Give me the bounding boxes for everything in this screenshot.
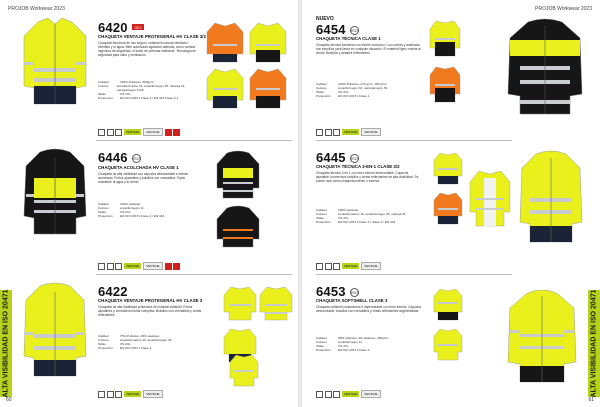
cert-icon: [173, 263, 180, 270]
product-description: Chaqueta técnica 3 en 1 con forro interior desmontable. Capucha ajustable, numerosos bolsillos y cintas reflectantes de alta visibilidad. Se puede usar como chaqueta interior o exterior.: [316, 171, 419, 183]
spec-row: Colores Amarillo/marino 16, amarillo/negro 35, naranja 31, naranja/negro 1799: [98, 84, 186, 92]
feature-chip: VENTAJE: [126, 264, 140, 268]
wash-icon: [316, 391, 323, 398]
spec-row: Tallas XS-4XL: [316, 216, 349, 220]
iron-icon: [107, 391, 114, 398]
side-tab-left: [0, 290, 12, 397]
product-title: CHAQUETA SOFTSHELL CLASE 3: [316, 298, 388, 303]
spec-row: Calidad 100% Poliéster, 300g/m²: [98, 80, 154, 84]
feature-bar: [98, 390, 163, 398]
spec-row: Tallas XS-4XL: [98, 210, 131, 214]
cert-icons: [165, 263, 181, 270]
jacket-6420-variant-black: [248, 20, 288, 64]
jacket-6453-variant-1: [432, 286, 464, 322]
product-description: Chaqueta de alta visibilidad protectora de material softshell. Puños ajustables y cremallera frontal completa. Bolsillos con cremallera y cintas reflectantes.: [98, 305, 202, 317]
product-specs: [316, 82, 416, 98]
spec-row: Protección EN ISO 20471 Clase 3: [98, 346, 152, 350]
jacket-6454-variant-yellow: [428, 18, 462, 58]
wash-icon: [98, 391, 105, 398]
dry-icon: [333, 391, 340, 398]
spec-row: Colores Amarillo/negro 34, naranja/negro 54: [316, 86, 388, 90]
divider: [96, 140, 292, 141]
jacket-6454-variant-orange: [428, 64, 462, 104]
spec-row: Tallas XS-4XL: [98, 92, 131, 96]
care-icons: [316, 391, 340, 398]
right-page: [302, 0, 600, 407]
spec-row: Calidad 100% Poliéster, 270 g/m², 100 g/m²: [316, 82, 387, 86]
spec-row: Colores Amarillo/marino 16, amarillo/negro 35: [98, 338, 172, 342]
side-tab-right: [588, 290, 600, 397]
feature-chip: VENTAJE: [361, 390, 380, 398]
left-page: [0, 0, 298, 407]
product-specs: [98, 202, 198, 218]
product-description: Chaqueta técnica funcional con diseño exclusivo. Los colores y acabados son sencillos para llevar en cualquier situación. El material ligero resiste al viento. Bolsillos y detalles reflectantes.: [316, 43, 421, 55]
spec-row: Calidad 75% Poliéster, 25% elastano: [98, 334, 160, 338]
spec-row: Tallas XS-4XL: [316, 90, 349, 94]
jacket-6446-detail: [215, 205, 261, 249]
feature-chip: VENTAJE: [344, 130, 358, 134]
product-description: Chaqueta softshell cortavientos e impermeable con forro interior. Capucha desmontable, bolsillos con cremallera y cintas reflectantes segmentadas.: [316, 305, 421, 313]
iso-badge: ISO: [351, 28, 358, 33]
feature-bar: [98, 128, 180, 136]
feature-bar: [98, 262, 180, 270]
wash-icon: [316, 129, 323, 136]
spec-row: Calidad 100% poliéster: [316, 208, 359, 212]
product-title: CHAQUETA ACOLCHADA HV CLASE 1: [98, 165, 179, 170]
wash-icon: [316, 263, 323, 270]
care-icons: [98, 391, 122, 398]
product-code: 6420: [98, 20, 128, 35]
spec-row: Protección EN ISO 20471 Clase 3 / Clase 2 / EN 343: [316, 220, 396, 224]
product-code: 6445: [316, 150, 346, 165]
iso-badge: ISO: [351, 290, 358, 295]
jacket-6422-variant-4: [228, 352, 260, 388]
iron-icon: [325, 263, 332, 270]
iron-icon: [325, 391, 332, 398]
feature-chip: VENTAJE: [126, 130, 140, 134]
spec-row: Tallas XS-4XL: [316, 344, 349, 348]
care-icons: [316, 129, 340, 136]
product-title: CHAQUETA TÉCNICA CLASE 1: [316, 36, 381, 41]
care-icons: [316, 263, 340, 270]
jacket-6445-variant-orange: [432, 190, 464, 226]
feature-chip: VENTAJE: [126, 392, 140, 396]
dry-icon: [333, 129, 340, 136]
iron-icon: [325, 129, 332, 136]
dry-icon: [115, 129, 122, 136]
page-header-left: PROJOB Workwear 2023: [8, 6, 65, 12]
new-label: NUEVO: [316, 16, 334, 22]
spec-row: Tallas XS-4XL: [98, 342, 131, 346]
feature-chip: VENTAJE: [143, 128, 162, 136]
feature-bar: [316, 390, 381, 398]
feature-chip: VENTAJE: [143, 390, 162, 398]
product-code: 6454: [316, 22, 346, 37]
cert-icons: [165, 129, 181, 136]
jacket-6422-variant-1: [222, 284, 258, 322]
product-code: 6446: [98, 150, 128, 165]
care-icons: [98, 129, 122, 136]
cert-icon: [165, 263, 172, 270]
divider: [316, 274, 512, 275]
jacket-6454-main-image: [502, 18, 588, 118]
spec-row: Protección EN ISO 20471 Clase 3: [316, 348, 370, 352]
wash-icon: [98, 129, 105, 136]
feature-bar: [316, 128, 381, 136]
product-code: 6453: [316, 284, 346, 299]
spec-row: Protección EN ISO 20471 Clase 3 / EN 343 Clase 2:1: [98, 96, 179, 100]
feature-chip: VENTAJE: [344, 264, 358, 268]
divider: [316, 140, 512, 141]
jacket-6445-variant-yellow: [432, 150, 464, 186]
product-code: 6422: [98, 284, 128, 299]
spec-row: Colores Amarillo/marino 16, amarillo/negro 35, naranja 31: [316, 212, 406, 216]
product-specs: [98, 80, 198, 100]
side-tab-right-label: ALTA VISIBILIDAD EN ISO 20471: [590, 289, 598, 398]
page-number-right: 61: [588, 397, 594, 403]
care-icons: [98, 263, 122, 270]
jacket-6446-back-view: [215, 150, 261, 200]
spec-row: Calidad 100% poliéster: [98, 202, 141, 206]
iso-badge: ISO: [132, 24, 144, 30]
divider: [96, 274, 292, 275]
jacket-6446-main-image: [18, 148, 92, 238]
jacket-6453-variant-2: [432, 326, 464, 362]
product-description: Chaqueta funcional de uso seguro, material funcional ventilador divertido y sí agua. Bien autorizado agradece además, como nuestra ingeniera de seguridad, el lector de prendas individual. Tecnología de seguridad para calor y ventilación.: [98, 41, 196, 57]
cert-icon: [165, 129, 172, 136]
page-header-right: PROJOB Workwear 2023: [535, 6, 592, 12]
jacket-6422-main-image: [18, 282, 92, 380]
iron-icon: [107, 129, 114, 136]
feature-chip: VENTAJE: [361, 262, 380, 270]
dry-icon: [115, 391, 122, 398]
product-title: CHAQUETA VENTAJE PROTEGERAL HV CLASE 3: [98, 298, 203, 303]
spec-row: Protección EN ISO 20471 Clase 1 / EN 343: [98, 214, 165, 218]
page-number-left: 60: [6, 397, 12, 403]
spec-row: Colores Amarillo/negro 11: [316, 340, 363, 344]
iso-badge: ISO: [351, 156, 358, 161]
dry-icon: [333, 263, 340, 270]
jacket-6420-variant-navy: [205, 66, 245, 110]
product-title: CHAQUETA TÉCNICA 3-EN-1 CLASE 3/2: [316, 164, 400, 169]
feature-chip: VENTAJE: [143, 262, 162, 270]
spec-row: Colores amarillo/negro 11: [98, 206, 144, 210]
feature-bar: [316, 262, 381, 270]
feature-chip: VENTAJE: [361, 128, 380, 136]
side-tab-left-label: ALTA VISIBILIDAD EN ISO 20471: [2, 289, 10, 398]
jacket-6453-main-image: [502, 290, 582, 386]
jacket-6420-variant-orange: [205, 20, 245, 64]
iso-badge: ISO: [133, 156, 140, 161]
jacket-6422-variant-2: [258, 284, 294, 322]
dry-icon: [115, 263, 122, 270]
spec-row: Calidad 96% poliéster, 4% elastano, 280g/m²: [316, 336, 389, 340]
jacket-6420-variant-orange-black: [248, 66, 288, 110]
iron-icon: [107, 263, 114, 270]
feature-chip: VENTAJE: [344, 392, 358, 396]
product-specs: [316, 208, 422, 224]
jacket-6445-open-view: [468, 168, 512, 228]
spec-row: Protección EN ISO 20471 Clase 1: [316, 94, 370, 98]
product-specs: [98, 334, 204, 350]
jacket-6420-main-image: [18, 16, 92, 108]
product-description: Chaqueta de alta visibilidad con capucha desmontable e interior acolchado. Puños ajustables y bolsillos con cremallera. Tejido resistente al agua y al viento.: [98, 172, 189, 184]
jacket-6445-main-image: [514, 150, 588, 246]
product-title: CHAQUETA VENTAJE PROTEGERAL HV CLASE 3/2: [98, 34, 206, 39]
wash-icon: [98, 263, 105, 270]
product-specs: [316, 336, 422, 352]
cert-icon: [173, 129, 180, 136]
